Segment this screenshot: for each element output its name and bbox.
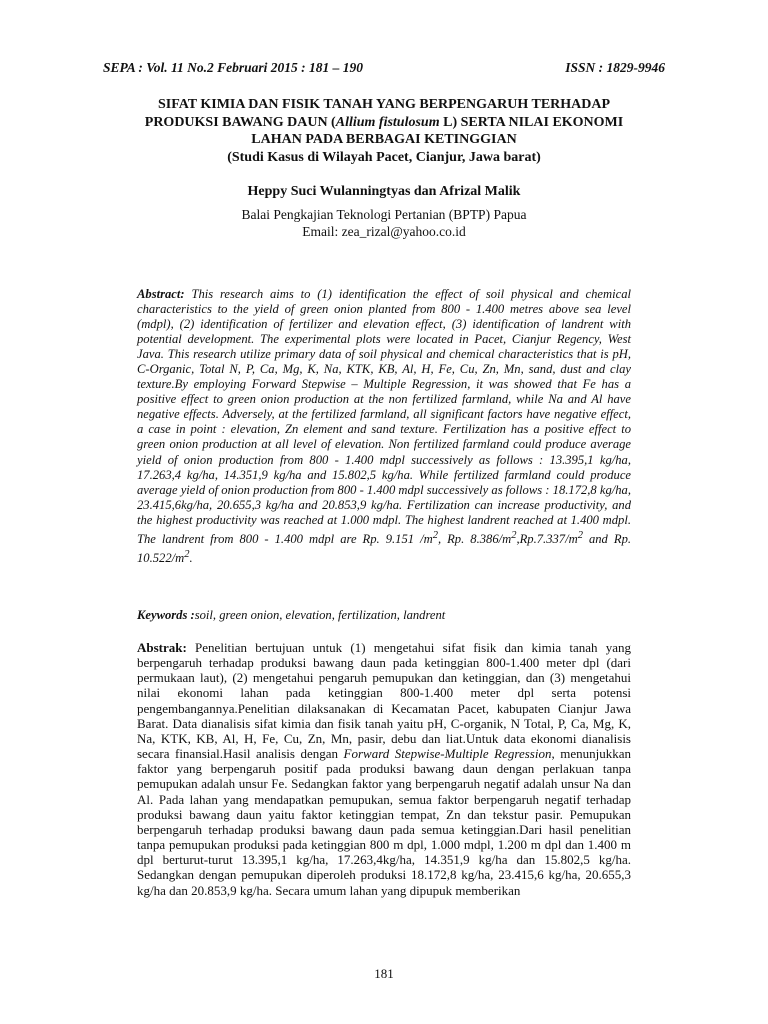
superscript-2: 2 xyxy=(184,548,190,560)
abstract-indonesian xyxy=(137,640,631,898)
title-line-2-pre: PRODUKSI BAWANG DAUN ( xyxy=(144,114,336,130)
keywords xyxy=(137,607,631,623)
abstract-en-text-2: , Rp. 8.386/m xyxy=(437,531,512,546)
affiliation xyxy=(90,206,678,240)
email: Email: zea_rizal@yahoo.co.id xyxy=(302,224,466,239)
superscript-2: 2 xyxy=(511,529,517,541)
authors: Heppy Suci Wulanningtyas dan Afrizal Malik xyxy=(247,184,521,199)
abstract-en-text-3: ,Rp.7.337/m xyxy=(516,531,578,546)
abstract-english xyxy=(137,287,631,566)
superscript-2: 2 xyxy=(577,529,583,541)
abstract-en-text-4: and Rp. 10.522/m xyxy=(137,531,632,566)
institution: Balai Pengkajian Teknologi Pertanian (BPTP) Papua xyxy=(241,207,527,222)
abstract-en-label: Abstract: xyxy=(137,287,185,301)
journal-header: SEPA : Vol. 11 No.2 Februari 2015 : 181 – 190 xyxy=(103,60,364,75)
title-line-2-post: L) SERTA NILAI EKONOMI xyxy=(439,114,624,130)
title-line-2 xyxy=(90,114,678,132)
keywords-label: Keywords : xyxy=(137,608,195,622)
species-name: Allium fistulosum xyxy=(335,114,440,130)
abstract-en-text-1: This research aims to (1) identification the effect of soil physical and chemical characteristics to the yield of green onion planted from 800 - 1.400 metres above sea level (mdpl), (2) identification of fertilizer and elevation effect, (3) identification of landrent with potential development. The experimental plots were located in Pacet, Cianjur Regency, West Java. This research utilize primary data of soil physical and chemical characteristics that is pH, C-Organic, Total N, P, Ca, Mg, K, Na, KTK, KB, Al, H, Fe, Cu, Zn, Mn, sand, dust and clay texture.By employing Forward Stepwise – Multiple Regression, it was showed that Fe has a positive effect to green onion production at the non fertilized farmland, while Na and Al have negative effects. Adversely, at the fertilized farmland, all significant factors have negative effect, a case in point : elevation, Zn element and sand texture. Fertilization has a positive effect to green onion production at all level of elevation. Non fertilized farmland could produce average yield of onion production from 800 - 1.400 mdpl successively as follows : 13.395,1 kg/ha, 17.263,4 kg/ha, 14.351,9 kg/ha and 15.802,5 kg/ha. While fertilized farmland could produce average yield of onion production from 800 - 1.400 mdpl successively as follows : 18.172,8 kg/ha, 23.415,6kg/ha, 20.655,3 kg/ha and 20.853,9 kg/ha. Fertilization can increase productivity, and the highest productivity was reached at 1.000 mdpl. The highest landrent reached at 1.400 mdpl. The landrent from 800 - 1.400 mdpl are Rp. 9.151 /m xyxy=(137,287,632,546)
abstract-id-label: Abstrak: xyxy=(137,640,187,655)
keywords-text: soil, green onion, elevation, fertilization, landrent xyxy=(194,608,446,622)
page-number: 181 xyxy=(374,966,394,981)
abstract-id-text-1: Penelitian bertujuan untuk (1) mengetahui sifat fisik dan kimia tanah yang berpengaruh terhadap produksi bawang daun pada ketinggian 800-1.400 meter dpl (dari permukaan laut), (2) mengetahui pengaruh pemupukan dan ketinggian, dan (3) mengetahui nilai ekonomi lahan pada ketinggian 800-1.400 meter dpl serta potensi pengembangannya.Penelitian dilaksanakan di Kecamatan Pacet, kabupaten Cianjur Jawa Barat. Data dianalisis sifat kimia dan fisik tanah yaitu pH, C-organik, N Total, P, Ca, Mg, K, Na, KTK, KB, Al, H, Fe, Cu, Zn, Mn, pasir, debu dan liat.Untuk data ekonomi dianalisis secara finansial.Hasil analisis dengan xyxy=(137,640,631,762)
superscript-2: 2 xyxy=(432,529,438,541)
method-name: Forward Stepwise-Multiple Regression xyxy=(343,746,552,762)
title-subtitle: (Studi Kasus di Wilayah Pacet, Cianjur, Jawa barat) xyxy=(227,149,541,165)
abstract-id-text-2: , menunjukkan faktor yang berpengaruh positif pada produksi bawang daun dengan perlakuan tanpa pemupukan adalah unsur Fe. Sedangkan faktor yang berpengaruh negatif adalah unsur Na dan Al. Pada lahan yang mendapatkan pemupukan, semua faktor berpengaruh negatif terhadap produksi bawang daun yaitu faktor ketinggian tempat, Zn dan tekstur pasir. Pemupukan berpengaruh terhadap produksi bawang daun pada semua ketinggian.Dari hasil penelitian tanpa pemupukan produksi pada ketinggian 800 m dpl, 1.000 mdpl, 1.200 m dpl dan 1.400 m dpl berturut-turut 13.395,1 kg/ha, 17.263,4kg/ha, 14.351,9 kg/ha dan 15.802,5 kg/ha. Sedangkan dengan pemupukan diperoleh produksi 18.172,8 kg/ha, 23.415,6 kg/ha, 20.655,3 kg/ha dan 20.853,9 kg/ha. Secara umum lahan yang dipupuk memberikan xyxy=(137,746,631,898)
issn-header: ISSN : 1829-9946 xyxy=(565,60,665,75)
title-line-3: LAHAN PADA BERBAGAI KETINGGIAN xyxy=(251,132,517,147)
title-line-1: SIFAT KIMIA DAN FISIK TANAH YANG BERPENGARUH TERHADAP xyxy=(157,97,611,112)
paper-title xyxy=(90,96,678,166)
abstract-en-text-5: . xyxy=(189,551,193,566)
